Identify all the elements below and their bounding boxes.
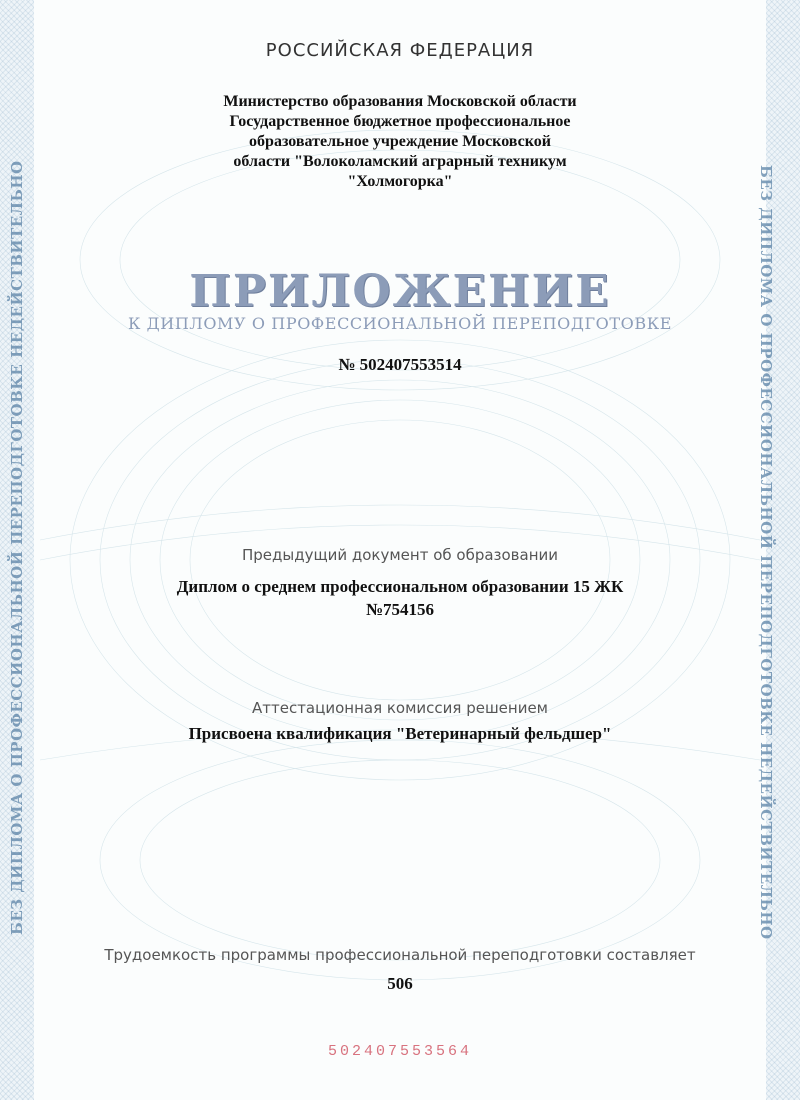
- institution-block: [0, 92, 800, 192]
- institution-line: области "Волоколамский аграрный техникум: [233, 153, 567, 170]
- institution-line: образовательное учреждение Московской: [249, 133, 551, 150]
- document-subtitle: К ДИПЛОМУ О ПРОФЕССИОНАЛЬНОЙ ПЕРЕПОДГОТОВКЕ: [127, 314, 673, 333]
- attestation-label: Аттестационная комиссия решением: [251, 699, 548, 717]
- labor-intensity-label: Трудоемкость программы профессиональной переподготовки составляет: [104, 946, 696, 964]
- previous-document-label: Предыдущий документ об образовании: [241, 546, 559, 564]
- labor-intensity-value: 506: [387, 974, 413, 993]
- previous-document-line: Диплом о среднем профессиональном образовании 15 ЖК: [176, 577, 624, 596]
- document-number: № 502407553514: [338, 355, 462, 374]
- right-side-warning: БЕЗ ДИПЛОМА О ПРОФЕССИОНАЛЬНОЙ ПЕРЕПОДГОТОВКЕ НЕДЕЙСТВИТЕЛЬНО: [757, 165, 775, 940]
- institution-line: Министерство образования Московской области: [223, 93, 577, 110]
- previous-document-number: №754156: [365, 600, 435, 619]
- country-name: РОССИЙСКАЯ ФЕДЕРАЦИЯ: [265, 40, 535, 61]
- institution-line: "Холмогорка": [347, 173, 453, 190]
- institution-line: Государственное бюджетное профессиональное: [229, 113, 571, 130]
- document-title: ПРИЛОЖЕНИЕ: [189, 266, 611, 317]
- attestation-value: Присвоена квалификация "Ветеринарный фельдшер": [188, 724, 612, 743]
- previous-document-value: [0, 575, 800, 621]
- serial-number: 502407553564: [327, 1043, 473, 1060]
